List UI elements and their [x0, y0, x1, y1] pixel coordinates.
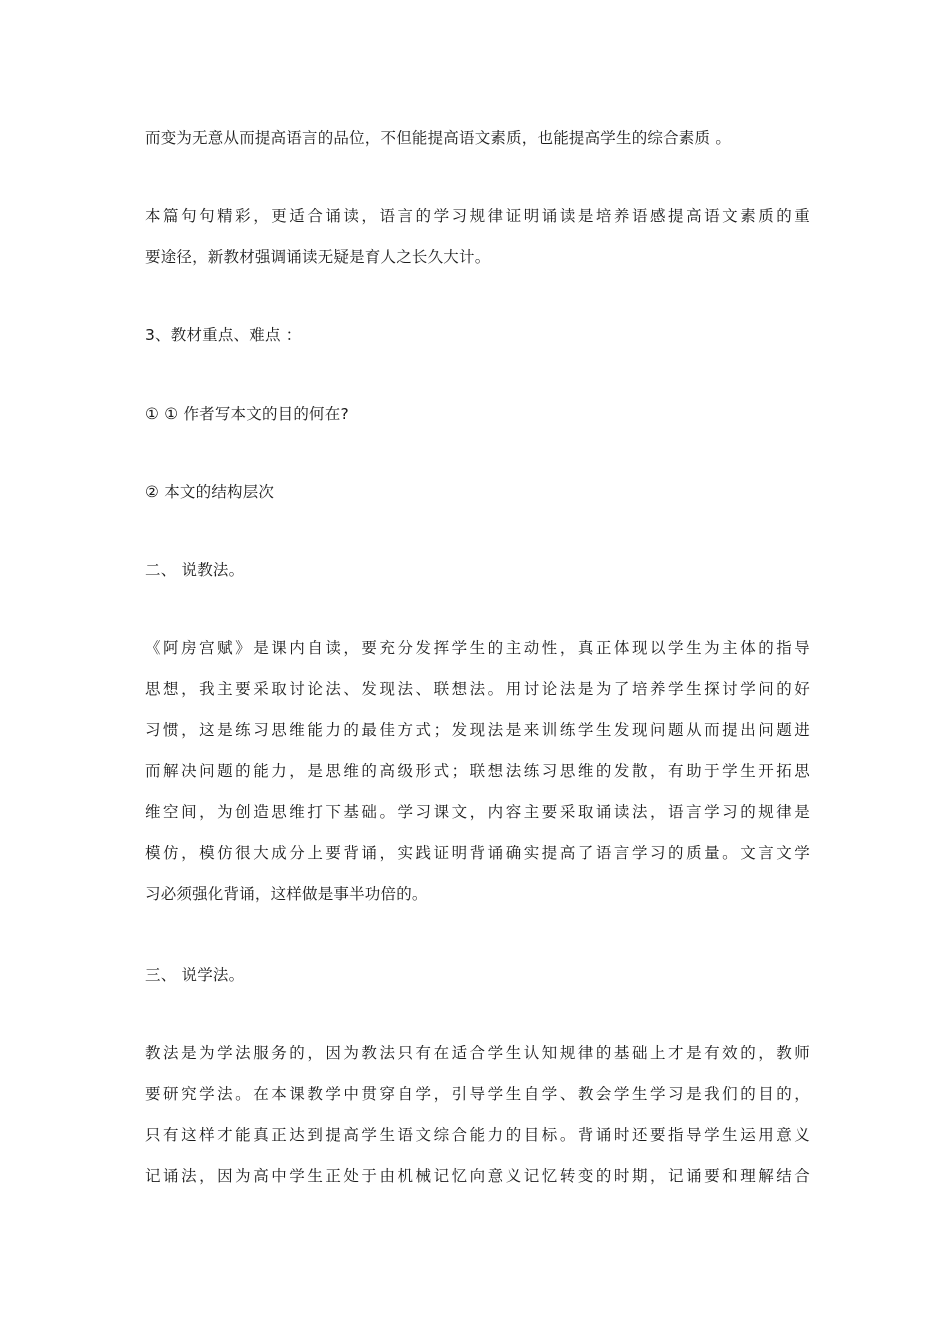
paragraph-line: 习惯，这是练习思维能力的最佳方式；发现法是来训练学生发现问题从而提出问题进 [145, 721, 810, 739]
list-item: ① ① 作者写本文的目的何在? [145, 405, 349, 423]
paragraph-learning-method [145, 1033, 810, 1197]
heading-text: 二、 说教法。 [145, 561, 245, 579]
key-point-item-2 [145, 472, 810, 513]
paragraph-line: 《阿房宫赋》是课内自读，要充分发挥学生的主动性，真正体现以学生为主体的指导 [145, 639, 810, 657]
paragraph-line: 而变为无意从而提高语言的品位，不但能提高语文素质，也能提高学生的综合素质 。 [145, 129, 732, 147]
paragraph-line: 记诵法，因为高中学生正处于由机械记忆向意义记忆转变的时期，记诵要和理解结合 [145, 1167, 810, 1185]
paragraph-line: 只有这样才能真正达到提高学生语文综合能力的目标。背诵时还要指导学生运用意义 [145, 1126, 810, 1144]
heading-text: 三、 说学法。 [145, 966, 245, 984]
paragraph-line: 而解决问题的能力，是思维的高级形式；联想法练习思维的发散，有助于学生开拓思 [145, 762, 810, 780]
paragraph-1 [145, 118, 810, 159]
key-point-item-1 [145, 394, 810, 435]
paragraph-2 [145, 196, 810, 278]
paragraph-line: 习必须强化背诵，这样做是事半功倍的。 [145, 885, 428, 903]
list-item: ② 本文的结构层次 [145, 483, 275, 501]
paragraph-line: 要研究学法。在本课教学中贯穿自学，引导学生自学、教会学生学习是我们的目的， [145, 1085, 810, 1103]
heading-text: 3、教材重点、难点 ： [145, 326, 302, 344]
section-title-teaching-method [145, 550, 810, 591]
section-title-learning-method [145, 955, 810, 996]
paragraph-line: 思想，我主要采取讨论法、发现法、联想法。用讨论法是为了培养学生探讨学问的好 [145, 680, 810, 698]
paragraph-line: 维空间，为创造思维打下基础。学习课文，内容主要采取诵读法，语言学习的规律是 [145, 803, 810, 821]
paragraph-line: 模仿，模仿很大成分上要背诵，实践证明背诵确实提高了语言学习的质量。文言文学 [145, 844, 810, 862]
paragraph-line: 教法是为学法服务的，因为教法只有在适合学生认知规律的基础上才是有效的，教师 [145, 1044, 810, 1062]
paragraph-line: 要途径，新教材强调诵读无疑是育人之长久大计。 [145, 248, 491, 266]
paragraph-teaching-method [145, 628, 810, 915]
section-heading-3 [145, 315, 810, 356]
paragraph-line: 本篇句句精彩，更适合诵读，语言的学习规律证明诵读是培养语感提高语文素质的重 [145, 207, 810, 225]
